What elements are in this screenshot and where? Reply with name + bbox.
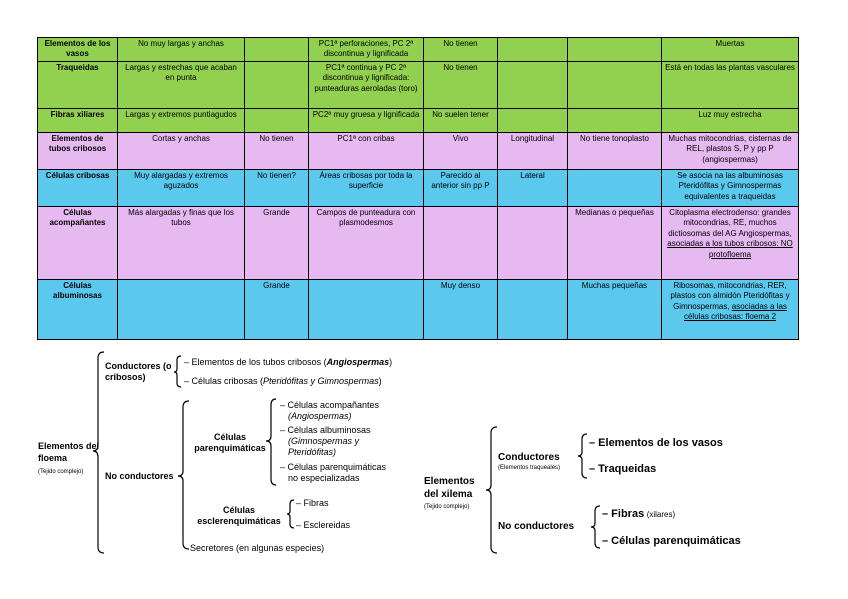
xilema-conductores-brace	[578, 434, 587, 478]
table-cell: Luz muy estrecha	[662, 109, 799, 133]
floema-conductores-brace	[174, 356, 181, 387]
esclerenquimaticas-item-1: – Fibras	[296, 498, 329, 508]
xilema-conductores-item-1: – Elementos de los vasos	[589, 437, 723, 449]
table-cell: Parecido al anterior sin pp P	[424, 170, 498, 207]
table-cell: No tienen	[424, 38, 498, 62]
table-cell: Células acompañantes	[38, 207, 118, 280]
table-cell: Largas y extremos puntiagudos	[118, 109, 245, 133]
table-cell: Está en todas las plantas vasculares	[662, 62, 799, 109]
xilema-conductores-label: Conductores	[498, 452, 560, 463]
table-cell: Muchas mitocondrias, cisternas de REL, plastos S, P y pp P (angiospermas)	[662, 133, 799, 170]
table-cell: Campos de punteadura con plasmodesmos	[309, 207, 424, 280]
table-cell: Longitudinal	[498, 133, 568, 170]
floema-secretores: Secretores (en algunas especies)	[190, 543, 325, 553]
floema-title: Elementos del floema	[38, 441, 100, 463]
table-cell: No muy largas y anchas	[118, 38, 245, 62]
table-cell: No tienen?	[245, 170, 309, 207]
table-cell: Muy alargadas y extremos aguzados	[118, 170, 245, 207]
table-cell: Áreas cribosas por toda la superficie	[309, 170, 424, 207]
table-cell: PC1ª continua y PC 2ª discontinua y lignificada: punteaduras aeroladas (toro)	[309, 62, 424, 109]
xilema-conductores-item-2: – Traqueidas	[589, 463, 657, 475]
xilema-noconductores-label: No conductores	[498, 521, 575, 532]
xilema-noconductores-brace	[591, 506, 600, 548]
table-cell: No tiene tonoplasto	[568, 133, 662, 170]
table-cell: PC2ª muy gruesa y lignificada	[309, 109, 424, 133]
table-cell: Más alargadas y finas que los tubos	[118, 207, 245, 280]
xilema-subtitle: (Tejido complejo)	[424, 504, 470, 510]
parenquimaticas-item-3: – Células parenquimáticas no especializadas	[280, 462, 387, 483]
esclerenquimaticas-item-2: – Esclereidas	[296, 520, 351, 530]
table-cell: Se asocia na las albuminosas Pteridófitas y Gimnospermas equivalentes a traqueidas	[662, 170, 799, 207]
table-cell: PC1ª con cribas	[309, 133, 424, 170]
table-cell: No suelen tener	[424, 109, 498, 133]
parenquimaticas-item-2: – Células albuminosas (Gimnospermas y Pteridófitas)	[280, 425, 371, 457]
esclerenquimaticas-label: Células esclerenquimáticas	[197, 505, 281, 526]
floema-noconductores-brace	[178, 401, 189, 549]
xilema-title: Elementos del xilema	[424, 476, 475, 500]
table-cell: PC1ª perforaciones, PC 2ª discontinua y lignificada	[309, 38, 424, 62]
table-cell: Traqueidas	[38, 62, 118, 109]
xilema-noconductores-item-1: – Fibras (xilares)	[602, 508, 676, 520]
floema-noconductores-label: No conductores	[105, 471, 174, 481]
xilema-noconductores-item-2: – Células parenquimáticas	[602, 535, 741, 547]
parenquimaticas-label: Células parenquimáticas	[194, 432, 266, 453]
table-cell: Citoplasma electrodenso: grandes mitocondrias, RE, muchos dictiosomas del AG Angiospermas, asociadas a los tubos cribosos: NO protofloema	[662, 207, 799, 280]
table-cell: Largas y estrechas que acaban en punta	[118, 62, 245, 109]
table-cell: Muchas pequeñas	[568, 280, 662, 340]
table-cell: Grande	[245, 207, 309, 280]
table-cell: Elementos de tubos cribosos	[38, 133, 118, 170]
table-cell: Ribosomas, mitocondrias, RER, plastos con almidón Pteridófitas y Gimnospermas, asociadas a las células cribosas: floema 2	[662, 280, 799, 340]
table-cell: No tienen	[424, 62, 498, 109]
parenquimaticas-item-1: – Células acompañantes (Angiospermas)	[280, 400, 380, 421]
table-cell: Células albuminosas	[38, 280, 118, 340]
floema-conductores-item-1: – Elementos de los tubos cribosos (Angiospermas)	[184, 357, 393, 367]
xilema-conductores-sub: (Elementos traqueales)	[498, 465, 561, 471]
table-cell: Vivo	[424, 133, 498, 170]
table-cell: Muy denso	[424, 280, 498, 340]
table-cell: Fibras xiliares	[38, 109, 118, 133]
table-cell: Medianas o pequeñas	[568, 207, 662, 280]
table-cell: Elementos de los vasos	[38, 38, 118, 62]
floema-conductores-label: Conductores (o cribosos)	[105, 361, 172, 382]
floema-subtitle: (Tejido complejo)	[38, 469, 84, 475]
table-cell: Cortas y anchas	[118, 133, 245, 170]
table-cell: Muertas	[662, 38, 799, 62]
table-cell: Células cribosas	[38, 170, 118, 207]
table-cell: Lateral	[498, 170, 568, 207]
esclerenquimaticas-brace	[287, 500, 294, 528]
table-cell: Grande	[245, 280, 309, 340]
table-cell: No tienen	[245, 133, 309, 170]
floema-conductores-item-2: – Células cribosas (Pteridófitas y Gimnospermas)	[184, 376, 382, 386]
